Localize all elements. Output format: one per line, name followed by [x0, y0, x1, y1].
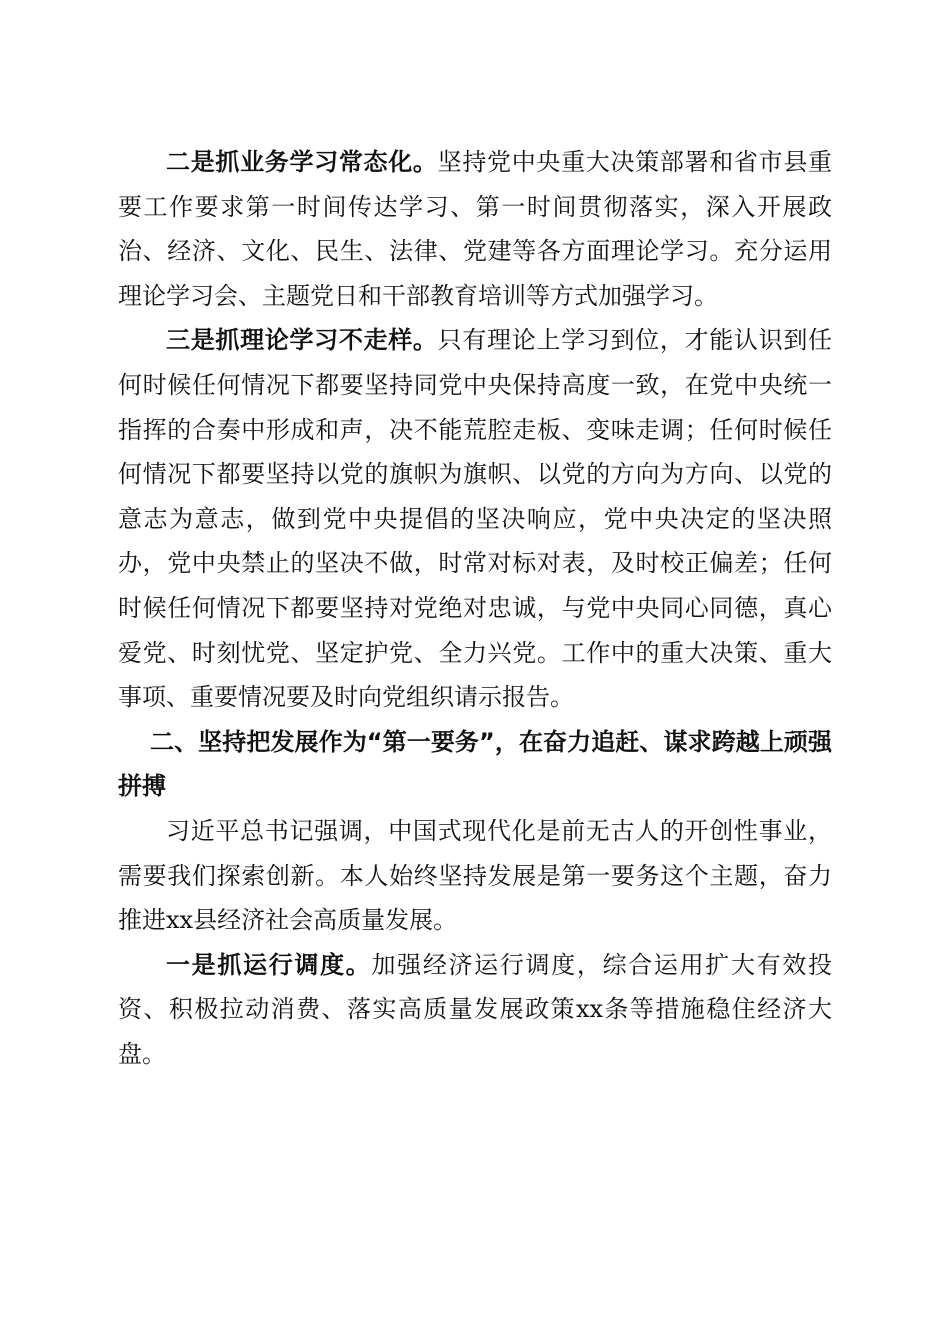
- paragraph-text: 坚持党中央重大决策部署和省市县重要工作要求第一时间传达学习、第一时间贯彻落实，深入开展政治、经济、文化、民生、法律、党建等各方面理论学习。充分运用理论学习会、主题党日和干部教育培训等方式加强学习。: [118, 148, 833, 310]
- paragraph-intro: 习近平总书记强调，中国式现代化是前无古人的开创性事业，需要我们探索创新。本人始终坚持发展是第一要务这个主题，奋力推进xx县经济社会高质量发展。: [118, 816, 832, 935]
- paragraph-text: 只有理论上学习到位，才能认识到任何时候任何情况下都要坚持同党中央保持高度一致，在党中央统一指挥的合奏中形成和声，决不能荒腔走板、变味走调；任何时候任何情况下都要坚持以党的旗帜为旗帜、以党的方向为方向、以党的意志为意志，做到党中央提倡的坚决响应，党中央决定的坚决照办，党中央禁止的坚决不做，时常对标对表，及时校正偏差；任何时候任何情况下都要坚持对党绝对忠诚，与党中央同心同德，真心爱党、时刻忧党、坚定护党、全力兴党。工作中的重大决策、重大事项、重要情况要及时向党组织请示报告。: [118, 326, 833, 712]
- paragraph-theory-study: [118, 318, 832, 719]
- section-heading: 二、坚持把发展作为“第一要务”，在奋力追赶、谋求跨越上顽强拼搏: [118, 727, 832, 801]
- paragraph-lead: 三是抓理论学习不走样。: [166, 326, 438, 355]
- paragraph-lead: 二是抓业务学习常态化。: [166, 148, 438, 176]
- paragraph-text: 加强经济运行调度，综合运用扩大有效投资、积极拉动消费、落实高质量发展政策xx条等措施稳住经济大盘。: [118, 950, 833, 1068]
- paragraph-operation-dispatch: [118, 943, 832, 1077]
- document-body: [118, 140, 832, 1076]
- paragraph-business-study: [118, 140, 832, 318]
- paragraph-lead: 一是抓运行调度。: [166, 950, 372, 979]
